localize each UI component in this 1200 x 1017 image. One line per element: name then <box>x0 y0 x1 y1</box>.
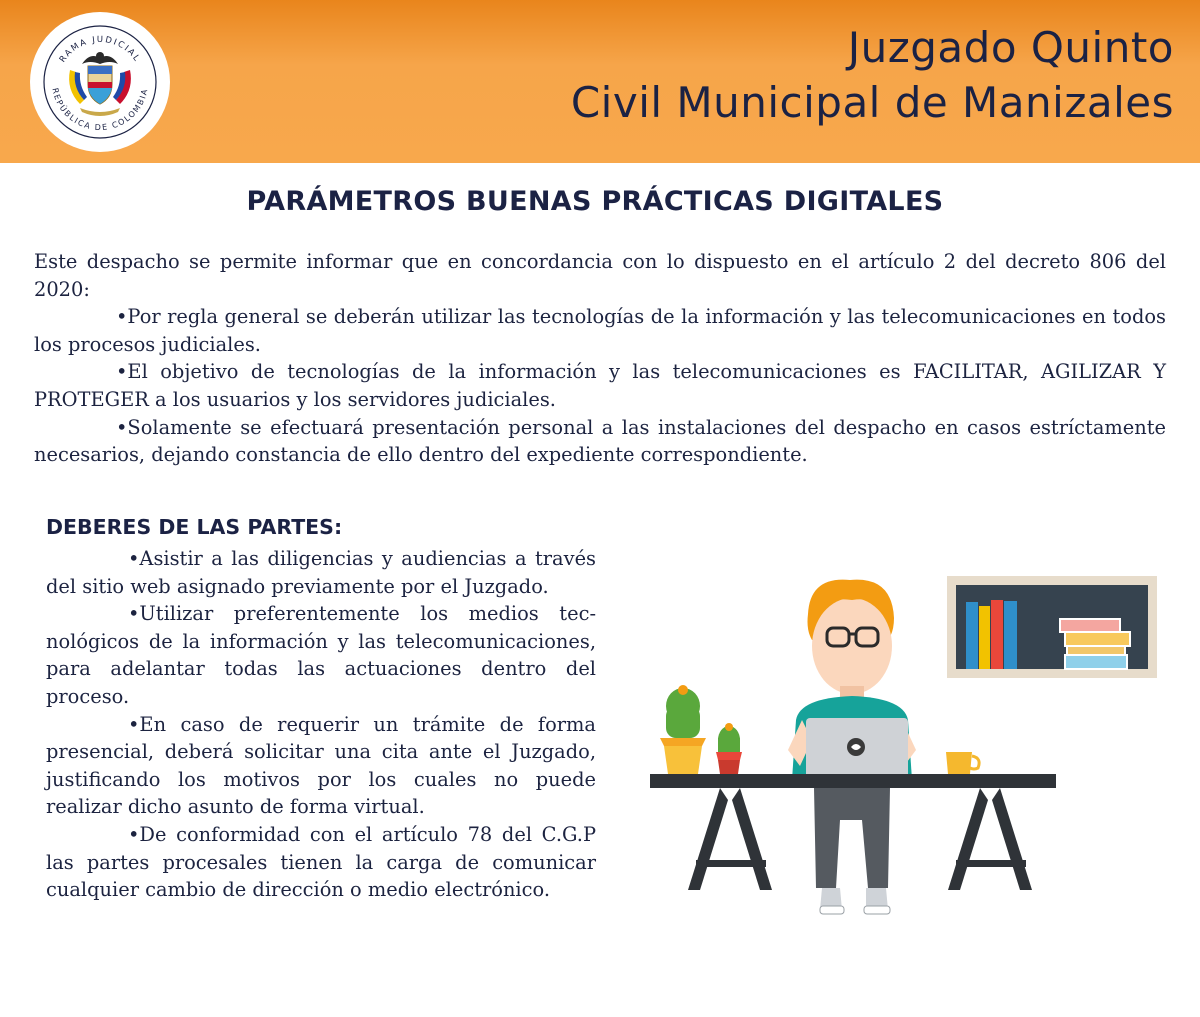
small-cactus-icon <box>716 723 742 774</box>
header-banner <box>0 0 1200 163</box>
court-name-line2: Civil Municipal de Manizales <box>570 78 1174 127</box>
laptop-icon <box>806 718 908 778</box>
mug-icon <box>946 752 979 774</box>
intro-bullet: •Por regla general se deberán utilizar las tecnologías de la información y las telecomunicaciones en todos los procesos judiciales. <box>34 305 1166 356</box>
duty-item: •Utilizar preferentemente los medios tecnológicos de la información y las telecomunicaciones, para adelantar todas las actuaciones dentro del proceso. <box>46 602 596 708</box>
cactus-icon <box>660 685 706 774</box>
intro-bullet: •El objetivo de tecnologías de la información y las telecomunicaciones es FACILITAR, AGILIZAR Y PROTEGER a los usuarios y los servidores judiciales. <box>34 360 1166 411</box>
person-at-laptop-illustration <box>640 570 1170 930</box>
duty-item: •En caso de requerir un trámite de forma presencial, deberá solicitar una cita ante el Juzgado, justificando los motivos por los cuales no puede realizar dicho asunto de forma virtual. <box>46 712 596 819</box>
bookshelf-icon <box>947 576 1157 678</box>
duties-title: DEBERES DE LAS PARTES: <box>46 515 343 539</box>
court-name-line1: Juzgado Quinto <box>847 23 1174 72</box>
coat-of-arms-icon <box>30 12 170 152</box>
duty-item: •Asistir a las diligencias y audiencias a través del sitio web asignado previamente por el Juzgado. <box>46 547 596 598</box>
intro-bullet: •Solamente se efectuará presentación personal a las instalaciones del despacho en casos estríctamente necesarios, dejando constancia de ello dentro del expediente correspondiente. <box>34 415 1166 467</box>
seal-text-bottom: REPÚBLICA DE COLOMBIA <box>50 87 150 133</box>
seal-text-top: RAMA JUDICIAL <box>57 34 143 65</box>
rama-judicial-seal <box>30 12 170 152</box>
intro-section <box>34 248 1166 469</box>
intro-paragraph: Este despacho se permite informar que en concordancia con lo dispuesto en el artículo 2 del decreto 806 del 2020: <box>34 250 1166 301</box>
duties-list <box>46 545 596 904</box>
page-heading: PARÁMETROS BUENAS PRÁCTICAS DIGITALES <box>246 186 944 217</box>
legs-icon <box>814 788 890 914</box>
duty-item: •De conformidad con el artículo 78 del C.G.P las partes procesales tienen la carga de comunicar cualquier cambio de dirección o medio electrónico. <box>46 822 596 902</box>
court-name <box>571 20 1174 130</box>
